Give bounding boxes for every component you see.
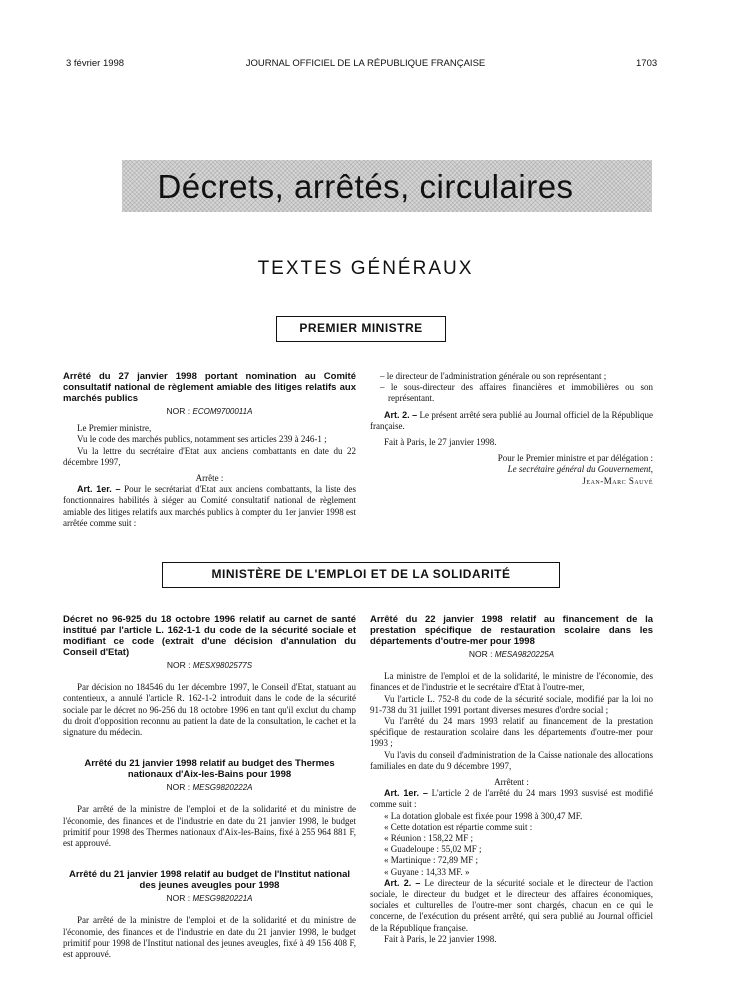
art2-text: Le directeur de la sécurité sociale et le directeur de l'action sociale, le directeur du budget et le directeur des affaires économiques, sociales et culturelles de l'outre-mer sont chargés, chacun en ce qui le concerne, de l'exécution du présent arrêté, qui sera publié au Journal officiel de la République française.	[370, 877, 654, 933]
aveugles-body: Par arrêté de la ministre de l'emploi et de la solidarité et du ministre de l'économie, des finances et de l'industrie en date du 21 janvier 1998, le budget primitif pour 1998 de l'Institut national des jeunes aveugles, fixé à 49 156 408 F, est approuvé.	[63, 915, 356, 960]
premier-fait: Fait à Paris, le 27 janvier 1998.	[384, 437, 497, 448]
quote-reunion: « Réunion : 158,22 MF ;	[384, 833, 474, 844]
aix-title: Arrêté du 21 janvier 1998 relatif au budget des Thermes nationaux d'Aix-les-Bains pour 1998	[84, 758, 335, 781]
restauration-nor	[370, 649, 653, 660]
nor-label: NOR :	[166, 893, 191, 904]
aix-body: Par arrêté de la ministre de l'emploi et de la solidarité et du ministre de l'économie, des finances et de l'industrie en date du 21 janvier 1998, le budget primitif pour 1998 des Thermes nationaux d'Aix-les-Bains, fixé à 255 964 881 F, est approuvé.	[63, 804, 356, 849]
art1-label: Art. 1er. –	[77, 484, 121, 495]
quote-guadeloupe: « Guadeloupe : 55,02 MF ;	[384, 844, 482, 855]
art2-text: Le présent arrêté sera publié au Journal officiel de la République française.	[370, 409, 653, 431]
restauration-art1	[370, 788, 653, 810]
quote-dotation: « La dotation globale est fixée pour 1998 à 300,47 MF.	[384, 810, 583, 821]
art1-text: Pour le secrétariat d'Etat aux anciens combattants, la liste des fonctionnaires habilités à siéger au Comité consultatif national de règlement amiable des litiges relatifs aux marchés publics à compter du 1er janvier 1998 est arrêtée comme suit :	[63, 484, 357, 528]
header-page-number: 1703	[636, 58, 658, 69]
premier-p3: Vu la lettre du secrétaire d'Etat aux anciens combattants en date du 22 décembre 1997,	[63, 445, 356, 467]
art1-text: L'article 2 de l'arrêté du 24 mars 1993 susvisé est modifié comme suit :	[370, 788, 654, 810]
decret-nor	[63, 660, 356, 671]
nor-code: MESA9820225A	[494, 650, 555, 659]
art1-label: Art. 1er. –	[384, 788, 428, 799]
nor-label: NOR :	[166, 782, 191, 793]
premier-ministre-heading: PREMIER MINISTRE	[276, 316, 446, 342]
nor-label: NOR :	[166, 406, 191, 416]
premier-art1	[63, 484, 356, 529]
premier-signature-name: Jean-Marc Sauvé	[582, 475, 653, 486]
premier-bullet-1: – le directeur de l'administration générale ou son représentant ;	[380, 371, 607, 381]
premier-arrete-title: Arrêté du 27 janvier 1998 portant nomination au Comité consultatif national de règlement amiable des litiges relatifs aux marchés publics	[63, 371, 356, 404]
restauration-p2: Vu l'article L. 752-8 du code de la sécurité sociale, modifié par la loi no 91-738 du 31 juillet 1991 portant diverses mesures d'ordre social ;	[370, 693, 653, 715]
header-journal: JOURNAL OFFICIEL DE LA RÉPUBLIQUE FRANÇAISE	[245, 58, 486, 69]
art2-label: Art. 2. –	[384, 409, 418, 420]
banner-title: Décrets, arrêtés, circulaires	[157, 168, 574, 205]
premier-arrete: Arrête :	[195, 473, 224, 484]
decret-title: Décret no 96-925 du 18 octobre 1996 relatif au carnet de santé institué par l'article L. 162-1-1 du code de la sécurité sociale et modifiant ce code (extrait d'une décision d'annulation du Conseil d'Etat)	[63, 614, 356, 658]
premier-bullet-2: – le sous-directeur des affaires financières et immobilières ou son représentant.	[380, 382, 653, 404]
premier-p1: Le Premier ministre,	[77, 423, 152, 434]
section-title: TEXTES GÉNÉRAUX	[257, 258, 474, 279]
emploi-right-column	[370, 614, 653, 945]
nor-label: NOR :	[468, 649, 493, 659]
premier-signature-1: Pour le Premier ministre et par délégation :	[497, 453, 653, 464]
restauration-p3: Vu l'arrêté du 24 mars 1993 relatif au financement de la prestation spécifique de restauration scolaire dans les départements d'outre-mer pour 1993 ;	[370, 716, 653, 749]
premier-p2: Vu le code des marchés publics, notamment ses articles 239 à 246-1 ;	[77, 434, 327, 445]
aveugles-title: Arrêté du 21 janvier 1998 relatif au budget de l'Institut national des jeunes aveugles pour 1998	[69, 869, 350, 892]
art2-label: Art. 2. –	[384, 877, 421, 888]
aveugles-nor	[63, 893, 356, 904]
ministere-emploi-heading: MINISTÈRE DE L'EMPLOI ET DE LA SOLIDARITÉ	[162, 562, 560, 588]
nor-code: MESG9820222A	[192, 783, 253, 793]
restauration-fait: Fait à Paris, le 22 janvier 1998.	[384, 933, 497, 944]
restauration-p1: La ministre de l'emploi et de la solidarité, le ministre de l'économie, des finances et de l'industrie et le secrétaire d'Etat à l'outre-mer,	[370, 671, 653, 693]
restauration-arretent: Arrêtent :	[494, 777, 529, 788]
premier-art2	[370, 410, 653, 432]
nor-code: MESG9820221A	[192, 894, 253, 904]
quote-repartition: « Cette dotation est répartie comme suit :	[384, 821, 533, 832]
emploi-left-column	[63, 614, 356, 960]
aix-nor	[63, 782, 356, 793]
header-date: 3 février 1998	[66, 58, 125, 69]
decret-body: Par décision no 184546 du 1er décembre 1997, le Conseil d'Etat, statuant au contentieux, a annulé l'article R. 162-1-2 introduit dans le code de la sécurité sociale par le décret no 96-256 du 18 octobre 1996 en tant qu'il exclut du champ du droit d'opposition reconnu au patient la date de la consultation, le cachet et la signature du médecin.	[63, 682, 356, 738]
restauration-art2	[370, 878, 653, 934]
premier-right-column	[370, 371, 653, 487]
nor-label: NOR :	[166, 660, 191, 670]
restauration-p4: Vu l'avis du conseil d'administration de la Caisse nationale des allocations familiales en date du 9 décembre 1997,	[370, 749, 653, 771]
premier-nor	[63, 406, 356, 417]
nor-code: MESX9802577S	[192, 661, 253, 670]
nor-code: ECOM9700011A	[192, 407, 253, 416]
premier-signature-2: Le secrétaire général du Gouvernement,	[507, 464, 653, 475]
premier-left-column	[63, 371, 356, 529]
quote-guyane: « Guyane : 14,33 MF. »	[384, 866, 470, 877]
quote-martinique: « Martinique : 72,89 MF ;	[384, 855, 478, 866]
restauration-title: Arrêté du 22 janvier 1998 relatif au financement de la prestation spécifique de restauration scolaire dans les départements d'outre-mer pour 1998	[370, 614, 653, 647]
